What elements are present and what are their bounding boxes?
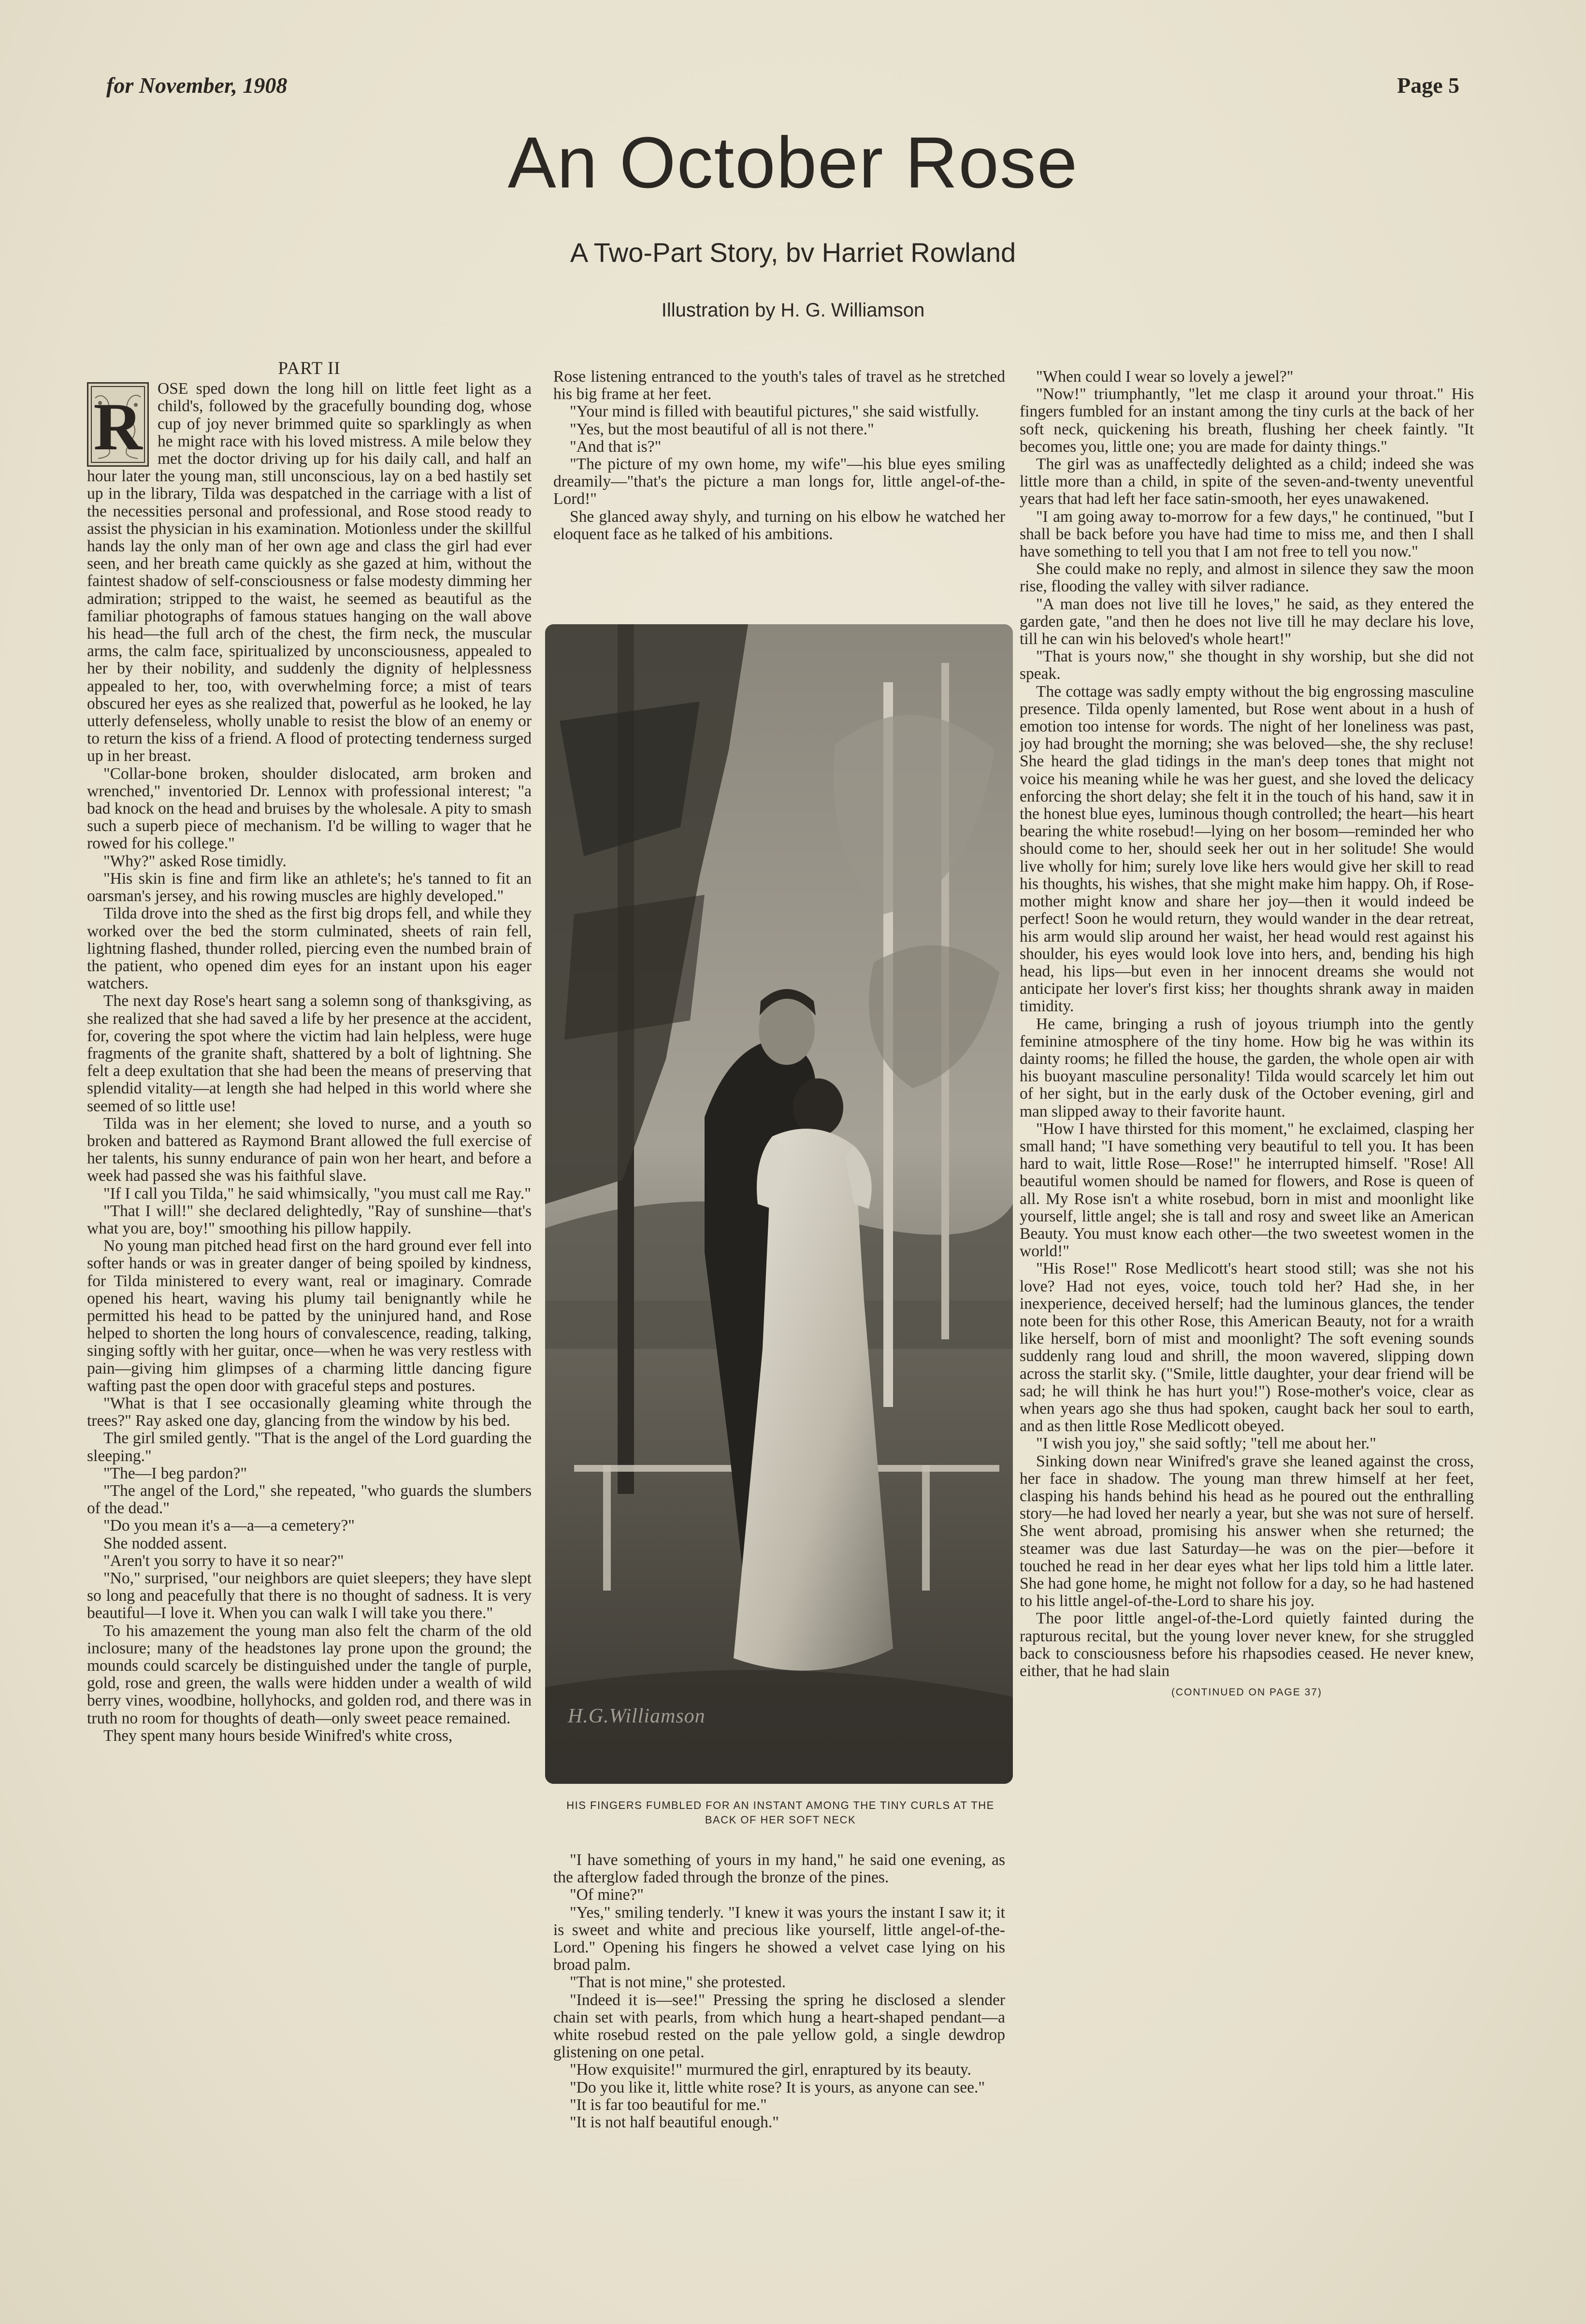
illustration-credit: Illustration by H. G. Williamson: [661, 300, 925, 321]
paragraph: "Why?" asked Rose timidly.: [103, 852, 287, 870]
paragraph: She could make no reply, and almost in silence they saw the moon rise, flooding the valley with silver radiance.: [1020, 560, 1474, 596]
paragraph: "Collar-bone broken, shoulder dislocated, arm broken and wrenched," inventoried Dr. Lennox with professional interest; "a bad knock on the head and bruises by the wholesale. A pity to smash such a superb piece of mechanism. I'd be willing to wager that he rowed for his college.": [87, 764, 532, 853]
paragraph: Tilda was in her element; she loved to nurse, and a youth so broken and battered as Raymond Brant allowed the full exercise of her talents, his sunny endurance of pain won her heart, and before a week had passed she was his faithful slave.: [87, 1114, 532, 1185]
paragraph: "Do you mean it's a—a—a cemetery?": [103, 1517, 355, 1535]
paragraph: "I am going away to-morrow for a few days," he continued, "but I shall be back before you have had time to miss me, and then I shall have something to tell you that I am not free to tell you now.": [1020, 507, 1474, 561]
paragraph: "Aren't you sorry to have it so near?": [103, 1551, 344, 1570]
paragraph: She nodded assent.: [103, 1534, 227, 1552]
paragraph: "I wish you joy," she said softly; "tell me about her.": [1036, 1435, 1376, 1453]
paragraph: "It is not half beautiful enough.": [570, 2113, 779, 2132]
paragraph: "No," surprised, "our neighbors are quiet sleepers; they have slept so long and peacefully that there is no thought of sadness. It is very beautiful—I love it. When you can walk I will take you there.": [87, 1569, 532, 1622]
paragraph: OSE sped down the long hill on little feet light as a child's, followed by the gracefully bounding dog, whose cup of joy never brimmed quite so sparklingly as when he might race with his loved mistress. A mile below they met the doctor driving up for his daily call, and half an hour later the young man, still unconscious, lay on a bed hastily set up in the library, Tilda was despatched in the carriage with a list of the necessities personal and professional, and Rose stood ready to assist the physician in his examination. Motionless under the skillful hands lay the only man of her own age and class the girl had ever seen, and her breath came quickly as she gazed at him, without the faintest shadow of self-consciousness or false modesty dimming her admiration; stripped to the waist, he seemed as beautiful as the familiar photographs of famous statues hanging on the wall above his head—the full arch of the chest, the firm neck, the muscular arms, the calm face, spiritualized by unconsciousness, appealed to her by their nobility, and suddenly the dignity of helplessness appealed to her, too, with overwhelming force; a mist of tears obscured her eyes as she realized that, powerful as he looked, he lay utterly defenseless, wholly unable to resist the blow of an enemy or to return the kiss of a friend. A flood of protecting tenderness surged up in her breast.: [87, 380, 532, 765]
couple-illustration: [545, 624, 1013, 1784]
paragraph: The girl was as unaffectedly delighted as a child; indeed she was little more than a child, in spite of the seven-and-twenty uneventful years that had left her face satin-smooth, her eyes unawakened.: [1020, 455, 1474, 508]
paragraph: "When could I wear so lovely a jewel?": [1036, 368, 1294, 386]
paragraph: "It is far too beautiful for me.": [570, 2095, 767, 2114]
column-2-bottom: [553, 1851, 1005, 2131]
paragraph: "The angel of the Lord," she repeated, "who guards the slumbers of the dead.": [87, 1482, 532, 1518]
paragraph: "That is not mine," she protested.: [570, 1973, 786, 1992]
paragraph: "I have something of yours in my hand," he said one evening, as the afterglow faded through the bronze of the pines.: [553, 1851, 1005, 1887]
paragraph: "What is that I see occasionally gleaming white through the trees?" Ray asked one day, glancing from the window by his bed.: [87, 1394, 532, 1430]
continued-note: (CONTINUED ON PAGE 37): [1171, 1687, 1322, 1698]
paragraph: He came, bringing a rush of joyous triumph into the gently feminine atmosphere of the tiny home. How big he was within its dainty rooms; he filled the house, the garden, the whole open air with his buoyant masculine personality! Tilda would scarcely let him out of her sight, but in the early dusk of the October evening, girl and man slipped away to their favorite haunt.: [1020, 1015, 1474, 1120]
part-heading: PART II: [278, 359, 341, 378]
dropcap-letter: R: [93, 389, 143, 465]
illustration-caption: HIS FINGERS FUMBLED FOR AN INSTANT AMONG THE TINY CURLS AT THE BACK OF HER SOFT NECK: [566, 1799, 995, 1826]
paragraph: She glanced away shyly, and turning on his elbow he watched her eloquent face as he talked of his ambitions.: [553, 507, 1005, 543]
paragraph: The next day Rose's heart sang a solemn song of thanksgiving, as she realized that she had saved a life by her presence at the accident, for, covering the spot where the victim had lain helpless, were huge fragments of the granite shaft, shattered by a bolt of lightning. She felt a deep exultation that she had been the means of preserving that splendid vitality—at length she had helped in this world where she seemed of so little use!: [87, 992, 532, 1115]
issue-date: for November, 1908: [106, 73, 288, 98]
story-title: An October Rose: [507, 122, 1079, 203]
paragraph: "The picture of my own home, my wife"—his blue eyes smiling dreamily—"that's the picture a man longs for, little angel-of-the-Lord!": [553, 455, 1005, 508]
paragraph: "His Rose!" Rose Medlicott's heart stood still; was she not his love? Had not eyes, voice, touch told her? Had she, in her inexperience, deceived herself; had the luminous glances, the tender note been for this other Rose, this American Beauty, not for a wraith like herself, born of mist and moonlight? The soft evening sounds suddenly rang loud and shrill, the moon wavered, slipping down across the starlit sky. ("Smile, little daughter, your dear friend will be sad; he will think he has hurt you!") Rose-mother's voice, clear as when years ago she thus had spoken, caught back her soul to earth, and as then little Rose Medlicott obeyed.: [1020, 1260, 1474, 1435]
paragraph: The cottage was sadly empty without the big engrossing masculine presence. Tilda openly lamented, but Rose went about in a hush of emotion too intense for words. The night of her loneliness was past, joy had brought the morning; she was beloved—she, the shy recluse! She heard the glad tidings in the man's deep tones that might not voice his meaning while he was her guest, and she loved the delicacy enforcing the short delay; she felt it in the touch of his hand, saw it in the honest blue eyes, luminous though controlled; the heart—his heart bearing the white rosebud!—lying on her bosom—reminded her who should come to her, should seek her out in her solitude! She would live wholly for him; surely love like hers would give her skill to read his thoughts, his wishes, that she might make him happy. Oh, if Rose-mother might know and share her joy—then it would indeed be perfect! Soon he would return, they would wander in the dear retreat, his arm would slip around her waist, her head would rest against his shoulder, his eyes would look love into hers, and, bending his high head, his lips—but even in her innocent dreams she would not anticipate her lover's first kiss; her thoughts shrank away in maiden timidity.: [1020, 682, 1474, 1016]
paragraph: "If I call you Tilda," he said whimsically, "you must call me Ray.": [103, 1184, 531, 1203]
paragraph: "Yes," smiling tenderly. "I knew it was yours the instant I saw it; it is sweet and white and precious like yourself, little angel-of-the-Lord." Opening his fingers he showed a velvet case lying on his broad palm.: [553, 1903, 1005, 1974]
paragraph: "Do you like it, little white rose? It is yours, as anyone can see.": [570, 2078, 985, 2096]
paragraph: "That I will!" she declared delightedly, "Ray of sunshine—that's what you are, boy!" smoothing his pillow happily.: [87, 1202, 532, 1237]
paragraph: The girl smiled gently. "That is the angel of the Lord guarding the sleeping.": [87, 1429, 532, 1465]
paragraph: "Yes, but the most beautiful of all is not there.": [570, 420, 874, 438]
paragraph: "Indeed it is—see!" Pressing the spring he disclosed a slender chain set with pearls, from which hung a heart-shaped pendant—a white rosebud rested on the pale yellow gold, a single dewdrop glistening on one petal.: [553, 1991, 1005, 2062]
paragraph: Sinking down near Winifred's grave she leaned against the cross, her face in shadow. The young man threw himself at her feet, clasping his hands behind his head as he poured out the enthralling story—he had loved her nearly a year, but she was not sure of herself. She went abroad, promising his answer when she returned; the steamer was due last Saturday—he was on the pier—before it touched he read in her dear eyes what her lips told him a little later. She had gone home, he might not follow for a day, so he had hastened to his little angel-of-the-Lord to share his joy.: [1020, 1452, 1474, 1610]
artist-signature: H.G.Williamson: [568, 1705, 706, 1727]
paragraph: They spent many hours beside Winifred's white cross,: [103, 1726, 453, 1745]
paragraph: "How exquisite!" murmured the girl, enraptured by its beauty.: [570, 2061, 971, 2079]
column-2-top: [553, 368, 1005, 543]
paragraph: "His skin is fine and firm like an athlete's; he's tanned to fit an oarsman's jersey, and his rowing muscles are highly developed.": [87, 869, 532, 905]
paragraph: "Now!" triumphantly, "let me clasp it around your throat." His fingers fumbled for an instant among the tiny curls at the back of her soft neck, quickening his breath, flushing her cheek faintly. "It becomes you, little one; you are made for dainty things.": [1020, 385, 1474, 456]
paragraph: "A man does not live till he loves," he said, as they entered the garden gate, "and then he does not live till he may declare his love, till he can win his beloved's whole heart!": [1020, 595, 1474, 648]
decorative-dropcap: [87, 382, 149, 467]
paragraph: "How I have thirsted for this moment," he exclaimed, clasping her small hand; "I have something very beautiful to tell you. It has been hard to wait, little Rose—Rose!" he interrupted himself. "Rose! All beautiful women should be named for flowers, and Rose is queen of all. My Rose isn't a white rosebud, born in mist and moonlight like yourself, little angel; she is tall and rosy and sweet like an American Beauty. You must know each other—the two sweetest women in the world!": [1020, 1119, 1474, 1261]
story-subtitle: A Two-Part Story, bv Harriet Rowland: [570, 237, 1016, 268]
paragraph: The poor little angel-of-the-Lord quietly fainted during the rapturous recital, but the young lover never knew, for she struggled back to consciousness before his rhapsodies ceased. He never knew, either, that he had slain: [1020, 1609, 1474, 1680]
paragraph: No young man pitched head first on the hard ground ever fell into softer hands or was in greater danger of being spoiled by kindness, for Tilda ministered to every want, real or imaginary. Comrade opened his heart, waving his plumy tail benignantly while he permitted his head to be patted by the uninjured hand, and Rose helped to shorten the long hours of convalescence, reading, talking, singing softly with her guitar, once—when he was very restless with pain—giving him glimpses of a charming little dancing figure wafting past the open door with graceful steps and postures.: [87, 1237, 532, 1395]
paragraph: To his amazement the young man also felt the charm of the old inclosure; many of the headstones lay prone upon the ground; the mounds could scarcely be distinguished under the tangle of purple, gold, rose and green, the walls were hidden under a wealth of wild berry vines, woodbine, hollyhocks, and golden rod, and there was in truth no room for thoughts of death—only sweet peace remained.: [87, 1621, 532, 1727]
paragraph: "The—I beg pardon?": [103, 1464, 247, 1482]
paragraph: "And that is?": [570, 437, 662, 456]
paragraph: Rose listening entranced to the youth's tales of travel as he stretched his big frame at her feet.: [553, 368, 1005, 403]
paragraph: "Of mine?": [570, 1886, 644, 1904]
paragraph: "Your mind is filled with beautiful pictures," she said wistfully.: [570, 402, 980, 421]
page-number: Page 5: [1397, 73, 1459, 98]
story-illustration: [545, 624, 1013, 1784]
paragraph: "That is yours now," she thought in shy worship, but she did not speak.: [1020, 647, 1474, 683]
column-3: [1020, 368, 1474, 1701]
column-1: [87, 360, 532, 1745]
paragraph: Tilda drove into the shed as the first big drops fell, and while they worked over the bed the storm culminated, sheets of rain fell, lightning flashed, thunder rolled, piercing even the numbed brain of the patient, who opened dim eyes for an instant upon his eager watchers.: [87, 904, 532, 993]
